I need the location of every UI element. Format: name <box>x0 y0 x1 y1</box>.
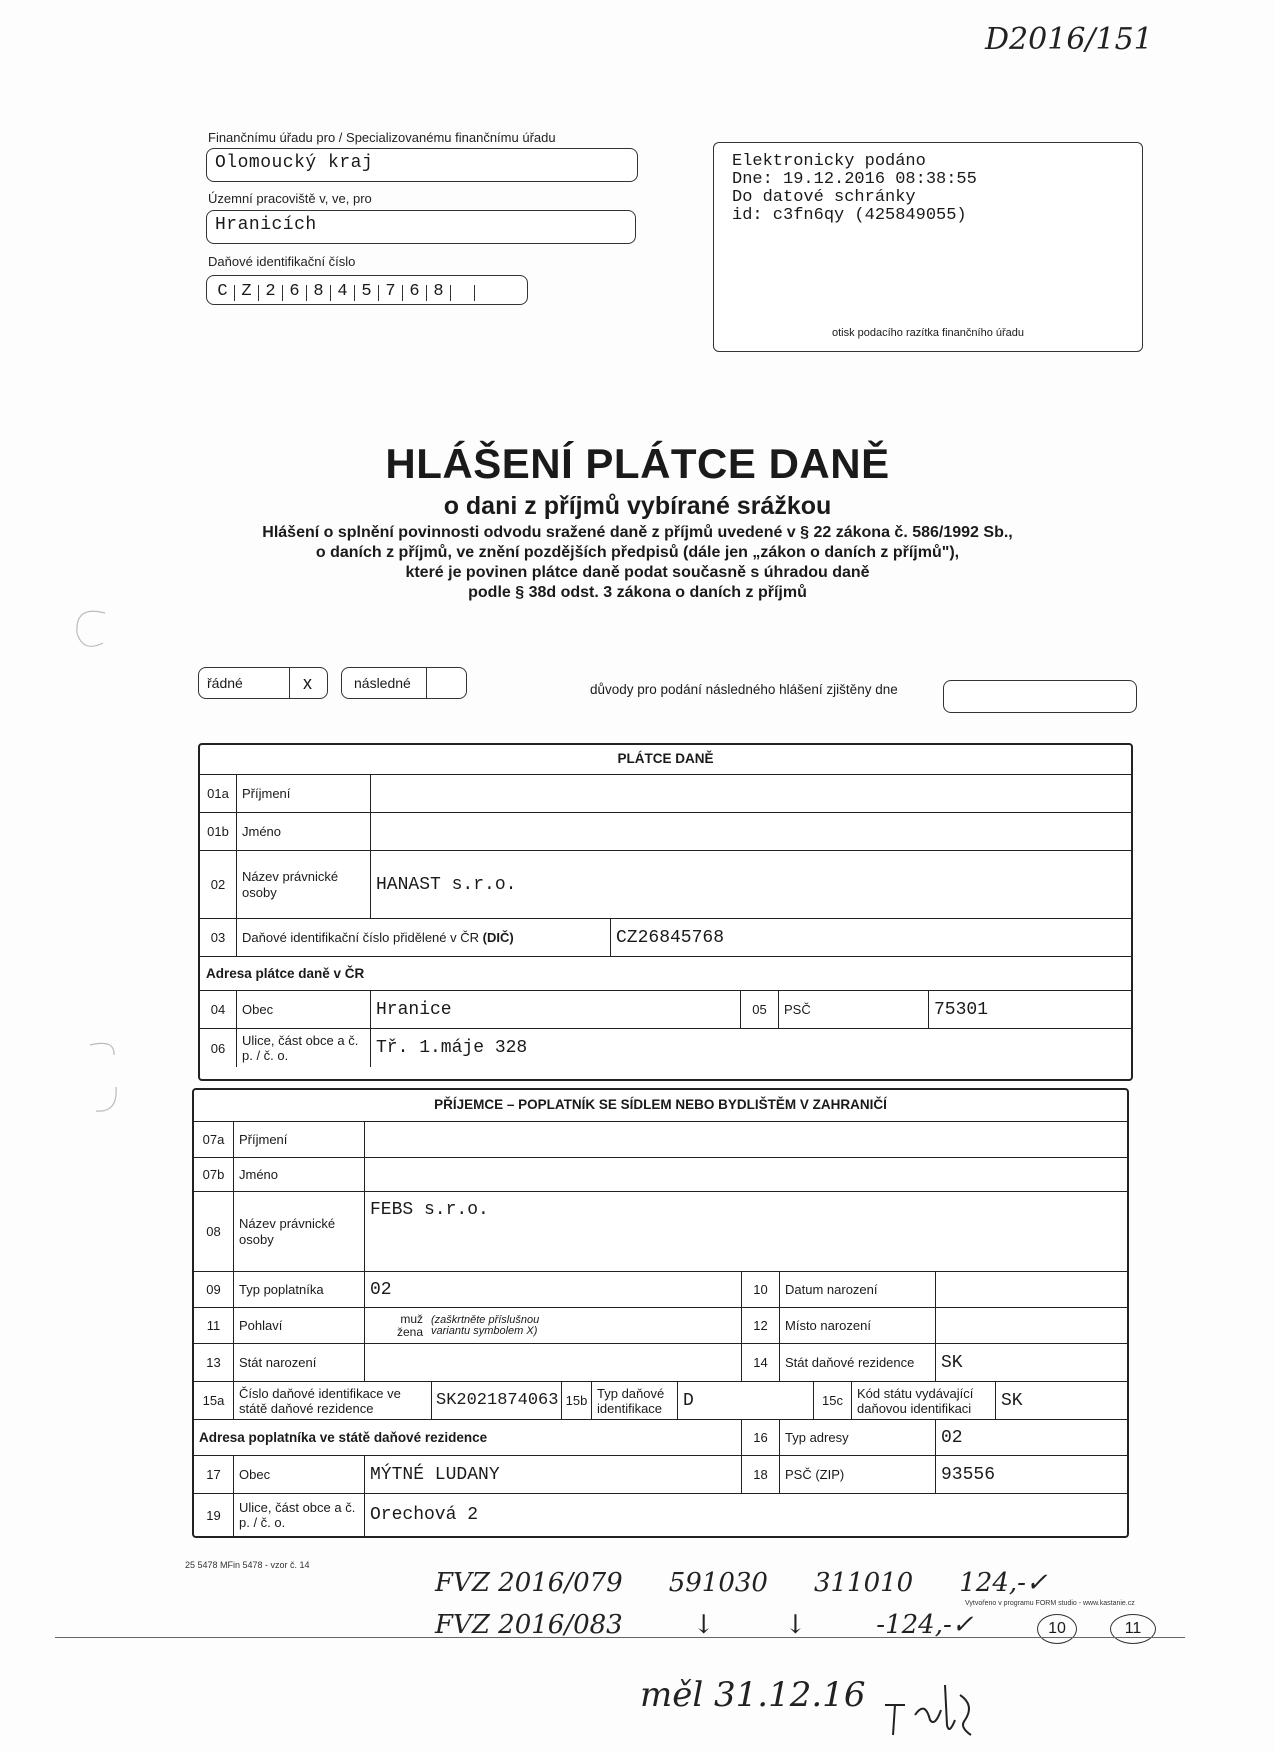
handwritten-signature-note: měl 31.12.16 <box>640 1675 866 1715</box>
office-field[interactable] <box>206 148 638 182</box>
row-label: Obec <box>237 991 371 1028</box>
row-number: 01a <box>200 775 237 812</box>
row-label: Číslo daňové identifikace ve státě daňové rezidence <box>234 1382 432 1419</box>
street-field[interactable]: Tř. 1.máje 328 <box>376 1038 528 1058</box>
birth-place-field[interactable] <box>936 1308 1127 1343</box>
row-03 <box>200 919 1131 957</box>
gender-female-option[interactable]: žena <box>396 1324 423 1339</box>
row-label: Pohlaví <box>234 1308 365 1343</box>
signature-scribble <box>875 1665 985 1740</box>
row-number: 12 <box>742 1308 780 1343</box>
row-11-12 <box>194 1308 1127 1344</box>
row-label: Jméno <box>237 813 371 850</box>
tax-id-number-field[interactable]: SK2021874063 <box>432 1382 562 1419</box>
workplace-field[interactable] <box>206 210 636 244</box>
dic-label: Daňové identifikační číslo <box>208 254 356 269</box>
workplace-label: Územní pracoviště v, ve, pro <box>208 191 372 206</box>
stamp-line: Dne: 19.12.2016 08:38:55 <box>732 170 977 189</box>
row-label: Typ daňové identifikace <box>592 1382 678 1419</box>
stamp-caption: otisk podacího razítka finančního úřadu <box>831 327 1024 339</box>
stamp-line: id: c3fn6qy (425849055) <box>732 206 967 225</box>
row-label: Příjmení <box>234 1122 365 1157</box>
row-label: Typ adresy <box>780 1420 936 1455</box>
row-label: PSČ (ZIP) <box>780 1456 936 1493</box>
row-01a <box>200 775 1131 813</box>
handwritten-line-2 <box>435 1610 974 1640</box>
row-label: Datum narození <box>780 1272 936 1307</box>
handwritten-arrow-2: ↓ <box>784 1610 807 1640</box>
row-06 <box>200 1029 1131 1067</box>
row-number: 15b <box>562 1382 592 1419</box>
row-number: 08 <box>194 1192 234 1271</box>
row-number: 02 <box>200 851 237 918</box>
form-description-line: Hlášení o splnění povinnosti odvodu sražené daně z příjmů uvedené v § 22 zákona č. 586/1992 Sb., <box>262 524 1013 541</box>
page-divider-line <box>55 1637 1185 1638</box>
row-04-05 <box>200 991 1131 1029</box>
stamp-line: Do datové schránky <box>732 188 916 207</box>
handwritten-circle-10 <box>1037 1614 1077 1644</box>
payer-address-heading <box>200 957 1131 991</box>
handwritten-account-2: 311010 <box>813 1568 914 1598</box>
surname-field[interactable] <box>371 775 1131 812</box>
row-label: Příjmení <box>237 775 371 812</box>
zip-field[interactable]: 93556 <box>941 1464 996 1485</box>
tax-residence-field[interactable]: SK <box>941 1352 963 1373</box>
handwritten-account-1: 591030 <box>668 1568 768 1598</box>
row-number: 16 <box>742 1420 780 1455</box>
row-number: 11 <box>194 1308 234 1343</box>
row-label: Stát narození <box>234 1344 365 1381</box>
subsequent-checkbox[interactable] <box>426 668 466 698</box>
handwritten-invoice-1: FVZ 2016/079 <box>435 1568 623 1598</box>
reasons-date-field[interactable] <box>943 680 1137 713</box>
dic-row-label-bold: (DIČ) <box>482 930 514 945</box>
row-label: Ulice, část obce a č. p. / č. o. <box>234 1494 365 1536</box>
circle-label: 10 <box>1048 1620 1066 1637</box>
row-number: 18 <box>742 1456 780 1493</box>
payer-section <box>198 743 1133 1081</box>
stamp-line: Elektronicky podáno <box>732 152 926 171</box>
report-type-regular[interactable] <box>198 667 328 699</box>
punch-hole-mark <box>80 1035 130 1125</box>
handwritten-line-1 <box>435 1568 1048 1598</box>
address-type-field[interactable]: 02 <box>941 1427 963 1448</box>
row-number: 07b <box>194 1158 234 1191</box>
dic-char: 6 <box>283 285 307 301</box>
row-number: 15c <box>814 1382 852 1419</box>
taxpayer-type-field[interactable]: 02 <box>365 1272 742 1307</box>
recipient-section <box>192 1088 1129 1538</box>
dic-char <box>451 285 475 301</box>
dic-row-label: Daňové identifikační číslo přidělené v ČR <box>242 930 480 945</box>
form-description-line: které je povinen plátce daně podat současně s úhradou daně <box>405 564 870 581</box>
row-number: 13 <box>194 1344 234 1381</box>
handwritten-amount-2: -124,-✓ <box>876 1610 974 1640</box>
row-label: PSČ <box>779 991 929 1028</box>
regular-mark: x <box>303 672 312 693</box>
gender-hint: (zaškrtněte příslušnou variantu symbolem X) <box>431 1313 540 1337</box>
circle-label: 11 <box>1124 1620 1142 1637</box>
recipient-municipality-field[interactable]: MÝTNÉ LUDANY <box>365 1456 742 1493</box>
row-number: 10 <box>742 1272 780 1307</box>
gender-male-option[interactable]: muž <box>400 1311 423 1326</box>
legal-entity-name-field[interactable]: HANAST s.r.o. <box>376 874 517 895</box>
row-label: Jméno <box>234 1158 365 1191</box>
row-02 <box>200 851 1131 919</box>
row-label: Obec <box>234 1456 365 1493</box>
gender-options <box>365 1308 742 1343</box>
tax-id-type-field[interactable]: D <box>678 1382 814 1419</box>
recipient-street-field[interactable]: Orechová 2 <box>370 1505 479 1525</box>
dic-char: 8 <box>427 285 451 301</box>
form-code: 25 5478 MFin 5478 - vzor č. 14 <box>185 1560 310 1570</box>
row-number: 07a <box>194 1122 234 1157</box>
row-label: Ulice, část obce a č. p. / č. o. <box>237 1029 371 1067</box>
row-01b <box>200 813 1131 851</box>
row-13-14 <box>194 1344 1127 1382</box>
filing-stamp-box <box>713 142 1143 352</box>
recipient-legal-name-field[interactable]: FEBS s.r.o. <box>370 1200 489 1220</box>
handwritten-ref-number: D2016/151 <box>985 22 1153 57</box>
handwritten-arrow-1: ↓ <box>692 1610 715 1640</box>
report-type-subsequent[interactable] <box>341 667 467 699</box>
payer-address-title: Adresa plátce daně v ČR <box>206 966 365 981</box>
recipient-first-name-field[interactable] <box>365 1158 1127 1191</box>
row-19 <box>194 1494 927 1536</box>
row-07a <box>194 1122 1127 1158</box>
workplace-value: Hranicích <box>215 215 317 235</box>
dic-char: C <box>211 285 235 301</box>
dic-char: 2 <box>259 285 283 301</box>
row-label: Typ poplatníka <box>234 1272 365 1307</box>
regular-label: řádné <box>207 675 243 691</box>
row-number: 19 <box>194 1494 234 1536</box>
row-label: Místo narození <box>780 1308 936 1343</box>
regular-checkbox[interactable] <box>289 668 325 698</box>
subsequent-label: následné <box>354 675 411 691</box>
issuing-country-field[interactable]: SK <box>1001 1390 1023 1411</box>
row-07b <box>194 1158 1127 1192</box>
punch-hole-mark <box>65 605 125 655</box>
postcode-field[interactable]: 75301 <box>934 999 989 1020</box>
row-address-16 <box>194 1420 1127 1456</box>
handwritten-circle-11 <box>1110 1614 1156 1644</box>
municipality-field[interactable]: Hranice <box>371 991 741 1028</box>
dic-field[interactable] <box>206 275 528 305</box>
software-note: Vytvořeno v programu FORM studio - www.kastanie.cz <box>965 1600 1135 1607</box>
dic-char: Z <box>235 285 259 301</box>
birth-country-field[interactable] <box>365 1344 742 1381</box>
row-15 <box>194 1382 1127 1420</box>
payer-section-title: PLÁTCE DANĚ <box>200 745 1131 775</box>
form-subtitle: o dani z příjmů vybírané srážkou <box>443 492 832 520</box>
row-number: 09 <box>194 1272 234 1307</box>
row-label: Kód státu vydávající daňovou identifikaci <box>852 1382 996 1419</box>
row-label: Stát daňové rezidence <box>780 1344 936 1381</box>
row-number: 05 <box>741 991 779 1028</box>
row-number: 14 <box>742 1344 780 1381</box>
dic-char: 8 <box>307 285 331 301</box>
recipient-section-title: PŘÍJEMCE – POPLATNÍK SE SÍDLEM NEBO BYDLIŠTĚM V ZAHRANIČÍ <box>194 1090 1127 1122</box>
birth-date-field[interactable] <box>936 1272 1127 1307</box>
form-description-line: o daních z příjmů, ve znění pozdějších předpisů (dále jen „zákon o daních z příjmů"), <box>315 544 960 561</box>
recipient-surname-field[interactable] <box>365 1122 1127 1157</box>
row-number: 06 <box>200 1029 237 1067</box>
row-09-10 <box>194 1272 1127 1308</box>
row-number: 03 <box>200 919 237 956</box>
handwritten-amount-1: 124,-✓ <box>959 1568 1048 1598</box>
handwritten-invoice-2: FVZ 2016/083 <box>435 1610 623 1640</box>
first-name-field[interactable] <box>371 813 1131 850</box>
reasons-label: důvody pro podání následného hlášení zjištěny dne <box>590 682 898 697</box>
row-label <box>237 919 611 956</box>
recipient-address-title: Adresa poplatníka ve státě daňové rezidence <box>194 1420 742 1455</box>
form-description-line: podle § 38d odst. 3 zákona o daních z příjmů <box>468 584 807 601</box>
row-08 <box>194 1192 1127 1272</box>
row-number: 17 <box>194 1456 234 1493</box>
payer-dic-field[interactable]: CZ26845768 <box>616 927 725 948</box>
dic-char: 4 <box>331 285 355 301</box>
row-number: 04 <box>200 991 237 1028</box>
dic-char: 6 <box>403 285 427 301</box>
row-number: 15a <box>194 1382 234 1419</box>
office-label: Finančnímu úřadu pro / Specializovanému finančnímu úřadu <box>208 130 556 145</box>
form-title: HLÁŠENÍ PLÁTCE DANĚ <box>385 440 890 487</box>
row-17-18 <box>194 1456 1127 1494</box>
row-label: Název právnické osoby <box>237 851 371 918</box>
row-number: 01b <box>200 813 237 850</box>
dic-char: 7 <box>379 285 403 301</box>
office-value: Olomoucký kraj <box>215 153 374 173</box>
row-label: Název právnické osoby <box>234 1192 365 1271</box>
dic-char: 5 <box>355 285 379 301</box>
dic-char <box>475 285 499 301</box>
